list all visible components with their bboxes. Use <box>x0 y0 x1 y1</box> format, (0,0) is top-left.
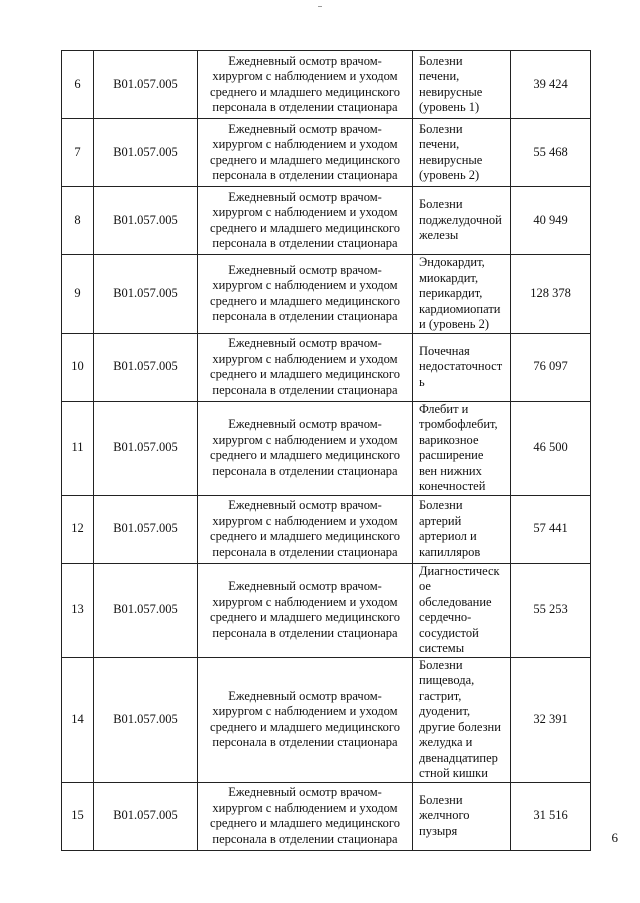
disease-group-line: Болезни <box>419 53 463 68</box>
service-code-cell: B01.057.005 <box>94 333 198 401</box>
disease-group-line: сосудистой <box>419 625 479 640</box>
disease-group-cell <box>413 119 511 187</box>
tariff-value-cell: 57 441 <box>511 495 591 563</box>
disease-group-line: печени, <box>419 69 460 83</box>
service-code-cell: B01.057.005 <box>94 51 198 119</box>
table-row <box>62 563 591 657</box>
tariff-value-cell: 128 378 <box>511 255 591 334</box>
disease-group-line: ь <box>419 374 425 389</box>
disease-group-line: Болезни <box>419 121 463 136</box>
service-name-line: хирургом с наблюдением и уходом <box>212 704 398 718</box>
service-name-line: персонала в отделении стационара <box>212 236 398 250</box>
disease-group-cell <box>413 333 511 401</box>
disease-group-line: артерий <box>419 513 462 528</box>
service-name-line: хирургом с наблюдением и уходом <box>212 278 398 293</box>
disease-group-cell <box>413 495 511 563</box>
service-name-line: среднего и младшего медицинского <box>210 220 400 235</box>
service-name-cell <box>198 495 413 563</box>
disease-group-line: невирусные <box>419 152 483 167</box>
service-name-line: Ежедневный осмотр врачом- <box>228 417 382 431</box>
service-code-cell: B01.057.005 <box>94 401 198 495</box>
service-code-cell: B01.057.005 <box>94 657 198 782</box>
tariff-value-cell: 31 516 <box>511 782 591 850</box>
tariff-value-cell: 55 253 <box>511 563 591 657</box>
service-name-line: хирургом с наблюдением и уходом <box>212 432 398 447</box>
table-row <box>62 51 591 119</box>
disease-group-line: двенадцатипер <box>419 750 498 765</box>
service-name-line: персонала в отделении стационара <box>212 831 398 846</box>
disease-group-line: конечностей <box>419 479 486 493</box>
service-name-line: Ежедневный осмотр врачом- <box>228 498 382 512</box>
service-name-cell <box>198 187 413 255</box>
service-name-line: Ежедневный осмотр врачом- <box>228 688 382 703</box>
disease-group-line: тромбофлебит, <box>419 417 498 431</box>
service-name-line: персонала в отделении стационара <box>212 309 398 324</box>
row-number-cell: 7 <box>62 119 94 187</box>
table-row <box>62 333 591 401</box>
service-name-line: Ежедневный осмотр врачом- <box>228 336 382 350</box>
disease-group-line: расширение <box>419 448 484 462</box>
table-row <box>62 255 591 334</box>
service-name-line: хирургом с наблюдением и уходом <box>212 137 398 151</box>
disease-group-line: системы <box>419 641 465 655</box>
disease-group-line: пищевода, <box>419 673 475 687</box>
disease-group-line: другие болезни <box>419 719 501 734</box>
service-name-line: персонала в отделении стационара <box>212 168 398 182</box>
table-row <box>62 187 591 255</box>
service-name-line: хирургом с наблюдением и уходом <box>212 351 398 366</box>
disease-group-cell <box>413 563 511 657</box>
disease-group-line: (уровень 2) <box>419 168 480 182</box>
table-row <box>62 782 591 850</box>
service-name-line: среднего и младшего медицинского <box>210 816 400 830</box>
row-number-cell: 15 <box>62 782 94 850</box>
service-name-cell <box>198 51 413 119</box>
tariff-table-body <box>62 51 591 851</box>
service-name-line: Ежедневный осмотр врачом- <box>228 189 382 204</box>
disease-group-line: вен нижних <box>419 463 482 478</box>
service-name-cell <box>198 782 413 850</box>
service-name-line: персонала в отделении стационара <box>212 382 398 397</box>
disease-group-line: недостаточност <box>419 359 503 374</box>
row-number-cell: 8 <box>62 187 94 255</box>
tariff-value-cell: 46 500 <box>511 401 591 495</box>
table-row <box>62 119 591 187</box>
disease-group-line: железы <box>419 228 459 243</box>
disease-group-cell <box>413 401 511 495</box>
disease-group-line: ое <box>419 579 431 593</box>
disease-group-line: Эндокардит, <box>419 255 485 269</box>
row-number-cell: 12 <box>62 495 94 563</box>
service-name-cell <box>198 333 413 401</box>
service-code-cell: B01.057.005 <box>94 563 198 657</box>
disease-group-cell <box>413 657 511 782</box>
disease-group-line: поджелудочной <box>419 212 502 227</box>
service-code-cell: B01.057.005 <box>94 255 198 334</box>
disease-group-cell <box>413 187 511 255</box>
service-name-line: хирургом с наблюдением и уходом <box>212 205 398 219</box>
table-row <box>62 657 591 782</box>
tariff-value-cell: 76 097 <box>511 333 591 401</box>
service-name-line: хирургом с наблюдением и уходом <box>212 513 398 528</box>
service-name-line: Ежедневный осмотр врачом- <box>228 262 382 277</box>
disease-group-line: желудка и <box>419 735 473 749</box>
disease-group-line: печени, <box>419 137 460 151</box>
disease-group-line: Флебит и <box>419 401 469 416</box>
row-number-cell: 10 <box>62 333 94 401</box>
service-code-cell: B01.057.005 <box>94 119 198 187</box>
row-number-cell: 11 <box>62 401 94 495</box>
disease-group-line: Болезни <box>419 657 463 672</box>
disease-group-cell <box>413 782 511 850</box>
row-number-cell: 6 <box>62 51 94 119</box>
disease-group-line: перикардит, <box>419 286 483 300</box>
row-number-cell: 9 <box>62 255 94 334</box>
disease-group-line: Болезни <box>419 792 463 807</box>
service-name-cell <box>198 563 413 657</box>
scan-mark <box>318 6 322 7</box>
service-name-line: Ежедневный осмотр врачом- <box>228 785 382 799</box>
service-name-line: хирургом с наблюдением и уходом <box>212 69 398 83</box>
disease-group-line: сердечно- <box>419 610 472 624</box>
disease-group-line: Диагностическ <box>419 563 500 578</box>
tariff-value-cell: 39 424 <box>511 51 591 119</box>
disease-group-line: Болезни <box>419 498 463 512</box>
disease-group-line: капилляров <box>419 544 481 559</box>
service-name-line: персонала в отделении стационара <box>212 100 398 114</box>
tariff-value-cell: 32 391 <box>511 657 591 782</box>
service-name-line: среднего и младшего медицинского <box>210 610 400 624</box>
service-code-cell: B01.057.005 <box>94 782 198 850</box>
disease-group-line: варикозное <box>419 432 479 447</box>
service-name-line: среднего и младшего медицинского <box>210 84 400 99</box>
service-code-cell: B01.057.005 <box>94 495 198 563</box>
disease-group-line: Болезни <box>419 197 463 212</box>
service-name-line: среднего и младшего медицинского <box>210 152 400 167</box>
service-name-cell <box>198 401 413 495</box>
service-name-line: хирургом с наблюдением и уходом <box>212 800 398 815</box>
disease-group-line: и (уровень 2) <box>419 317 490 331</box>
disease-group-cell <box>413 255 511 334</box>
service-name-line: персонала в отделении стационара <box>212 544 398 559</box>
service-name-line: персонала в отделении стационара <box>212 625 398 640</box>
page-number: 6 <box>611 830 618 845</box>
service-name-line: среднего и младшего медицинского <box>210 448 400 462</box>
service-name-line: Ежедневный осмотр врачом- <box>228 121 382 136</box>
disease-group-line: стной кишки <box>419 766 488 780</box>
disease-group-line: невирусные <box>419 84 483 99</box>
disease-group-line: дуоденит, <box>419 704 471 718</box>
service-name-line: среднего и младшего медицинского <box>210 367 400 381</box>
disease-group-line: миокардит, <box>419 270 479 285</box>
service-name-line: хирургом с наблюдением и уходом <box>212 594 398 609</box>
tariff-table <box>61 50 591 851</box>
table-row <box>62 495 591 563</box>
disease-group-line: желчного <box>419 808 470 823</box>
service-name-cell <box>198 119 413 187</box>
service-name-line: Ежедневный осмотр врачом- <box>228 53 382 68</box>
service-code-cell: B01.057.005 <box>94 187 198 255</box>
service-name-line: персонала в отделении стационара <box>212 463 398 478</box>
tariff-value-cell: 55 468 <box>511 119 591 187</box>
tariff-value-cell: 40 949 <box>511 187 591 255</box>
disease-group-line: пузыря <box>419 823 458 838</box>
disease-group-line: кардиомиопати <box>419 301 501 316</box>
service-name-cell <box>198 255 413 334</box>
disease-group-line: гастрит, <box>419 688 462 703</box>
service-name-line: среднего и младшего медицинского <box>210 529 400 543</box>
table-row <box>62 401 591 495</box>
row-number-cell: 14 <box>62 657 94 782</box>
service-name-line: Ежедневный осмотр врачом- <box>228 579 382 593</box>
disease-group-line: (уровень 1) <box>419 100 480 114</box>
disease-group-cell <box>413 51 511 119</box>
service-name-line: среднего и младшего медицинского <box>210 719 400 734</box>
disease-group-line: обследование <box>419 594 492 609</box>
service-name-line: персонала в отделении стационара <box>212 735 398 749</box>
disease-group-line: артериол и <box>419 529 477 543</box>
row-number-cell: 13 <box>62 563 94 657</box>
service-name-cell <box>198 657 413 782</box>
disease-group-line: Почечная <box>419 343 470 358</box>
service-name-line: среднего и младшего медицинского <box>210 293 400 308</box>
